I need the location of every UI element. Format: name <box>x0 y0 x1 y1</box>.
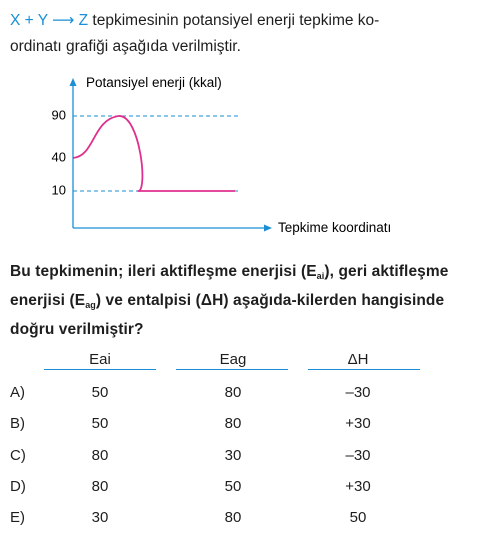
eai-value: 30 <box>91 509 109 526</box>
eai-subscript: ai <box>316 271 325 281</box>
y-axis-arrow-icon <box>70 78 77 86</box>
eag-value: 80 <box>224 509 242 526</box>
eag-value: 80 <box>224 415 242 432</box>
answer-option-c[interactable] <box>0 447 477 475</box>
header-eai: Eai <box>89 351 111 368</box>
answer-option-d[interactable] <box>0 478 477 506</box>
intro-line-2: ordinatı grafiği aşağıda verilmiştir. <box>10 38 241 55</box>
dh-value: +30 <box>345 415 371 432</box>
intro-text <box>10 8 470 60</box>
dh-value: –30 <box>345 447 371 464</box>
eag-value: 80 <box>224 384 242 401</box>
energy-chart <box>0 66 477 246</box>
answer-option-e[interactable] <box>0 509 477 537</box>
question-part-1: Bu tepkimenin; ileri aktifleşme enerjisi (E <box>10 263 317 280</box>
y-axis-label: Potansiyel enerji (kkal) <box>86 75 222 90</box>
header-underline-eag <box>176 369 288 370</box>
question-text <box>10 258 470 344</box>
eai-value: 80 <box>91 478 109 495</box>
dh-value: –30 <box>345 384 371 401</box>
answer-option-b[interactable] <box>0 415 477 443</box>
dh-value: 50 <box>349 509 367 526</box>
reaction-rhs: Z <box>78 12 89 29</box>
option-letter: E) <box>10 509 25 526</box>
option-letter: A) <box>10 384 25 401</box>
header-underline-eai <box>44 369 156 370</box>
eai-value: 50 <box>91 415 109 432</box>
header-dh: ΔH <box>347 351 369 368</box>
x-axis-arrow-icon <box>264 225 272 232</box>
option-letter: B) <box>10 415 25 432</box>
option-letter: C) <box>10 447 26 464</box>
header-underline-dh <box>308 369 420 370</box>
header-eag: Eag <box>219 351 247 368</box>
reaction-lhs: X + Y <box>10 12 48 29</box>
question-part-3: ) ve entalpisi (ΔH) aşağıda-kilerden hangisinde doğru verilmiştir? <box>10 292 445 338</box>
dh-value: +30 <box>345 478 371 495</box>
eag-value: 30 <box>224 447 242 464</box>
eag-subscript: ag <box>85 300 96 310</box>
intro-line-1-rest: tepkimesinin potansiyel enerji tepkime ko- <box>92 12 380 29</box>
eag-value: 50 <box>224 478 242 495</box>
y-tick-90: 90 <box>51 107 66 123</box>
reaction-arrow-icon: ⟶ <box>52 12 75 29</box>
eai-value: 80 <box>91 447 109 464</box>
y-tick-10: 10 <box>51 182 66 198</box>
option-letter: D) <box>10 478 26 495</box>
answer-option-a[interactable] <box>0 384 477 412</box>
x-axis-label: Tepkime koordinatı <box>278 220 392 235</box>
intro-line-1 <box>10 8 470 34</box>
eai-value: 50 <box>91 384 109 401</box>
energy-curve <box>73 116 235 191</box>
y-tick-40: 40 <box>51 149 66 165</box>
question-part-2: ), geri aktifleşme enerjisi (E <box>10 263 449 309</box>
